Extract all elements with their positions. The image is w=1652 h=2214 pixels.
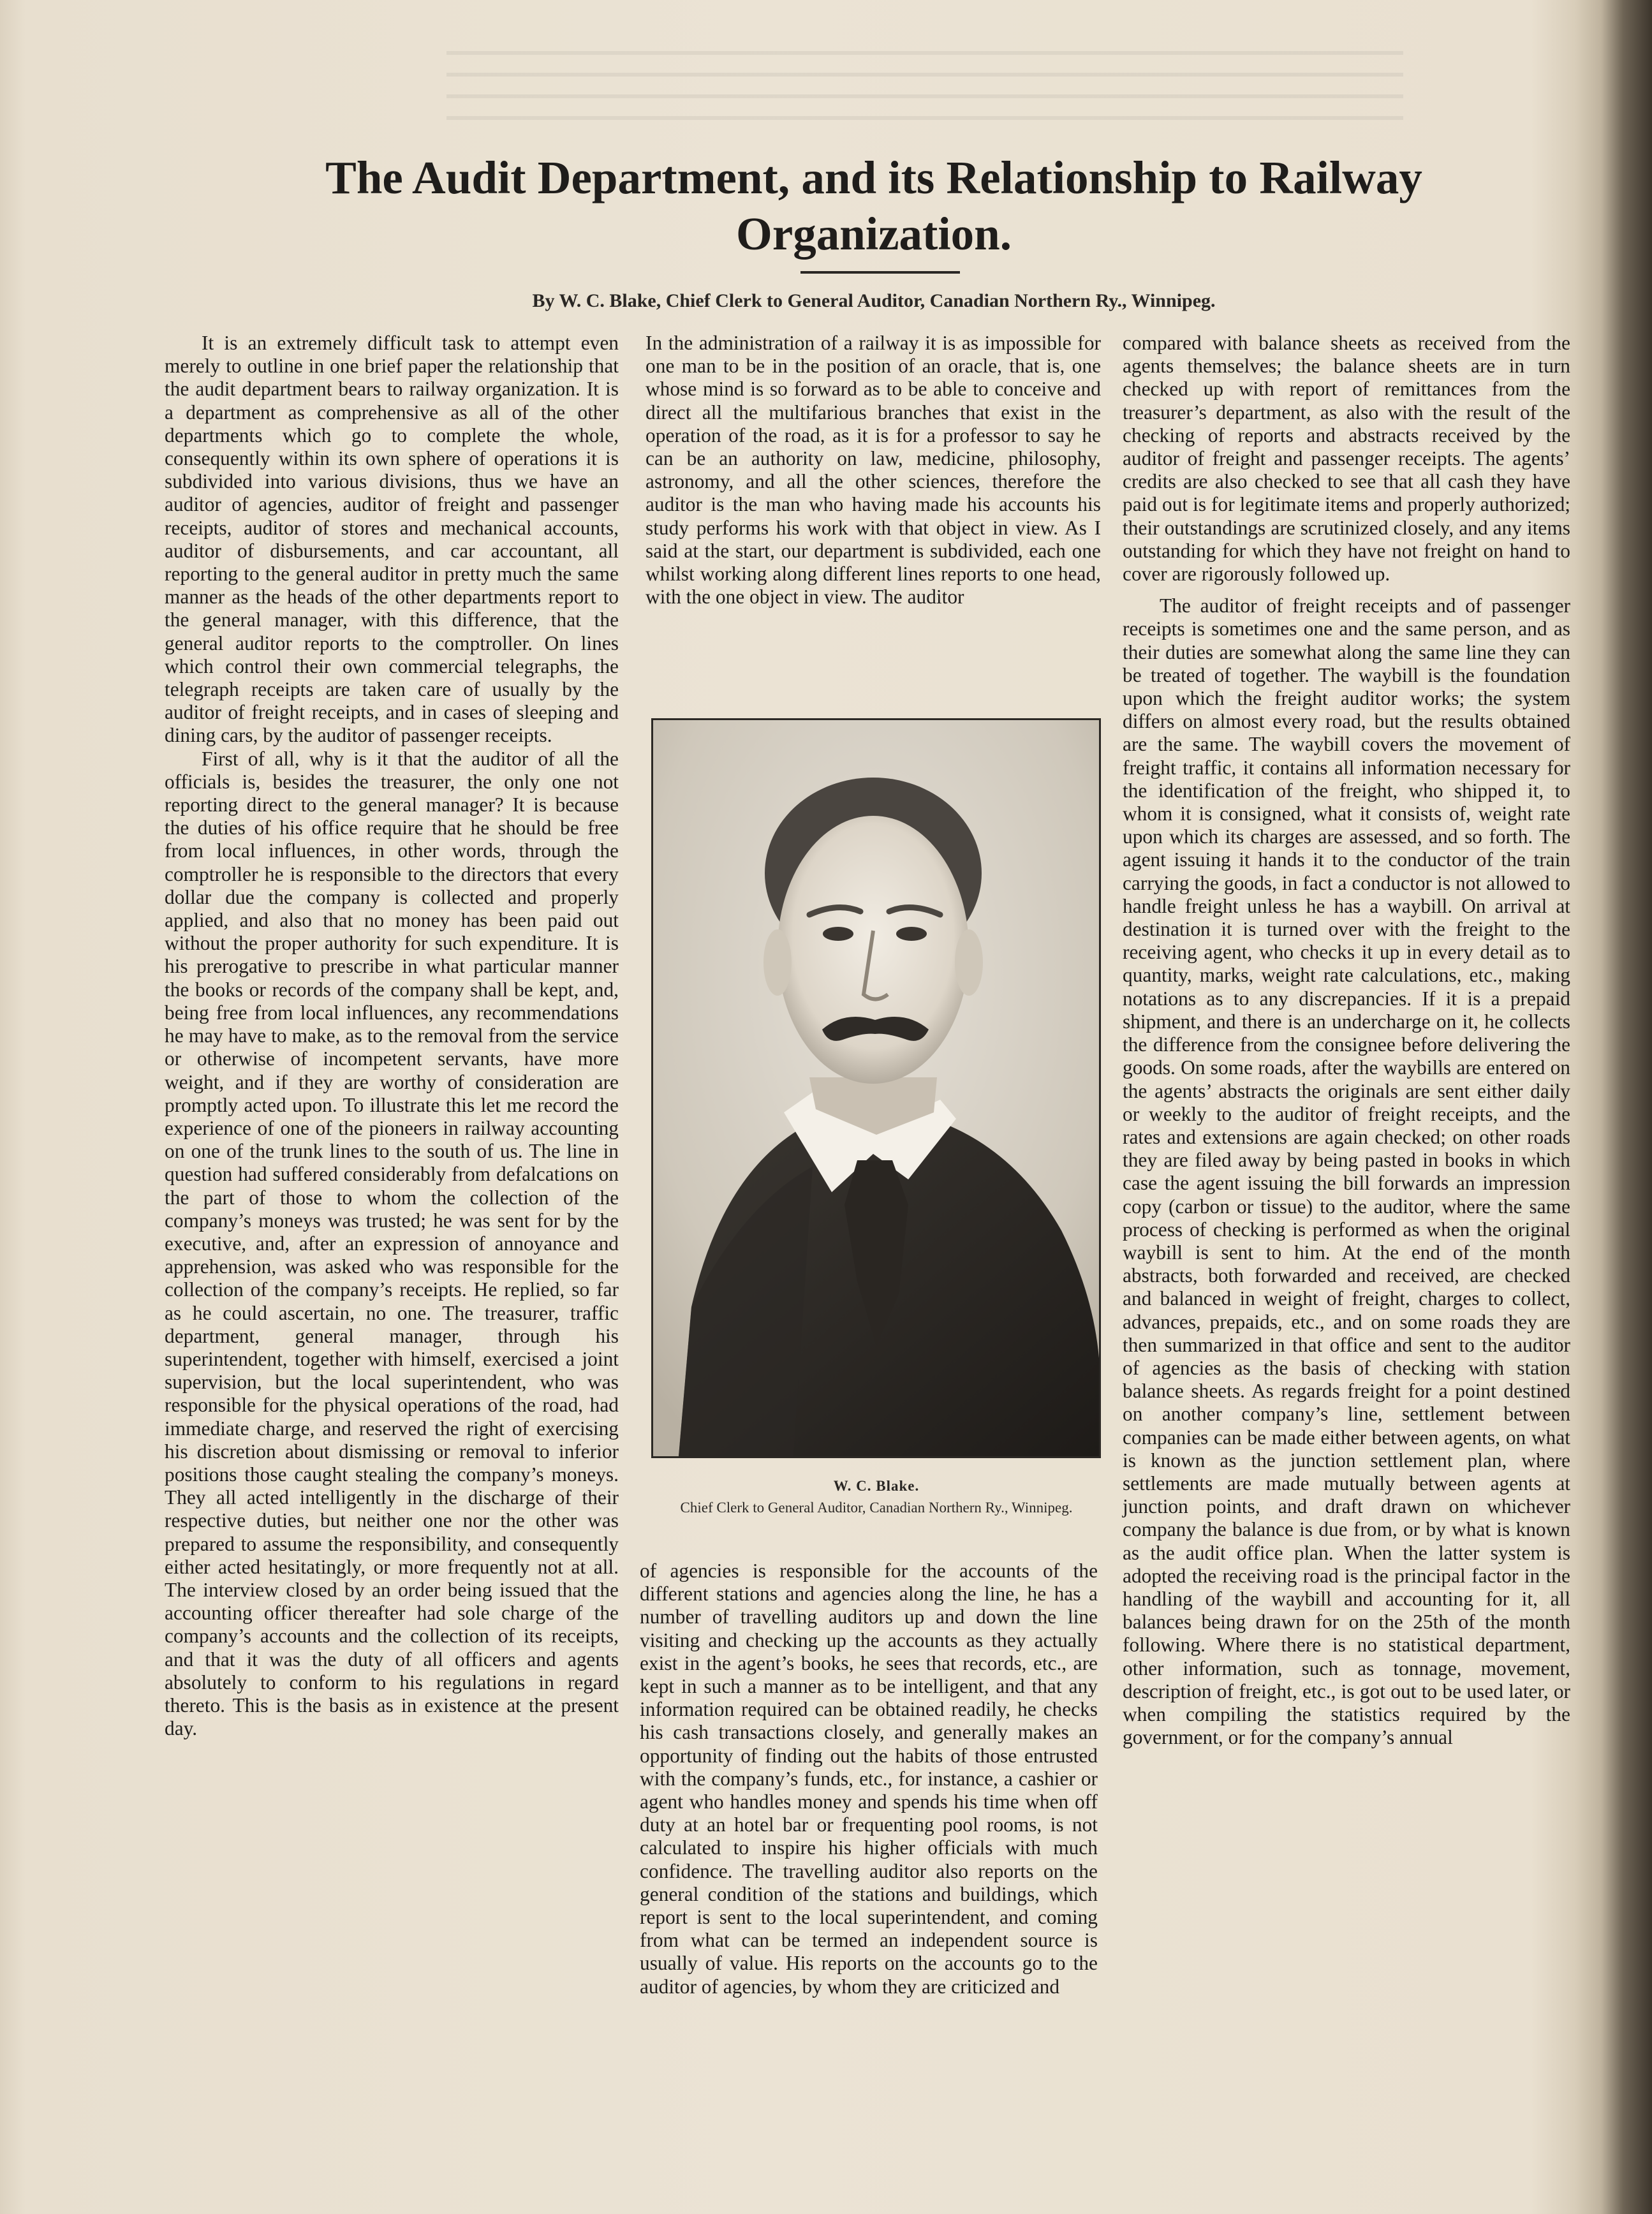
caption-name: W. C. Blake. [833, 1478, 920, 1494]
paragraph: First of all, why is it that the auditor of all the officials is, besides the treasurer, the only one not reporting direct to the general manager? It is because the duties of his office require that he should be free from local influences, in other words, through the comptroller he is responsible to the directors that every dollar due the company is collected and properly applied, and also that no money has been paid out without the proper authority for such expenditure. It is his prerogative to prescribe in what particular manner the books or records of the company shall be kept, and, being free from local influences, any recommendations he may have to make, as to the removal from the service or otherwise of incompetent servants, have more weight, and if they are worthy of consideration are promptly acted upon. To illustrate this let me record the experience of one of the pioneers in railway accounting on one of the trunk lines to the south of us. The line in question had suffered considerably from defalcations on the part of those to whom the collection of the company’s moneys was trusted; he was sent for by the executive, and, after an expression of annoyance and apprehension, was asked who was responsible for the collection of the company’s receipts. He replied, so far as he could ascertain, no one. The treasurer, traffic department, general manager, through his superintendent, together with himself, exercised a joint supervision, but the local superintendent, who was responsible for the physical operations of the road, had immediate charge, and reserved the right of exercising his discretion about dismissing or removal to inferior positions those caught stealing the company’s moneys. They all acted intelligently in the discharge of their respective duties, but neither one nor the other was prepared to assume the responsibility, and consequently either acted hesitatingly, or more frequently not at all. The interview closed by an order being issued that the accounting officer thereafter had sole charge of the company’s accounts and the collection of its receipts, and that it was the duty of all officers and agents absolutely to conform to his regulations in regard thereto. This is the basis as in existence at the present day. [165, 747, 619, 1740]
portrait-photo [651, 718, 1101, 1458]
article-title: The Audit Department, and its Relationship to Railway Organization. [325, 152, 1422, 260]
paragraph: The auditor of freight receipts and of passenger receipts is sometimes one and the same person, and as their duties are somewhat along the same line they can be treated of together. The waybill is the foundation upon which the freight auditor works; the system differs on almost every road, but the results obtained are the same. The waybill covers the movement of freight traffic, it contains all information necessary for the identification of the freight, who shipped it, to whom it is consigned, what it consists of, weight rate upon which its charges are assessed, and so forth. The agent issuing it hands it to the conductor of the train carrying the goods, in fact a conductor is not allowed to handle freight unless he has a waybill. On arrival at destination it is turned over with the freight to the receiving agent, who checks it up in every detail as to quantity, marks, weight rate calculations, etc., making notations as to any discrepancies. If it is a prepaid shipment, and there is an undercharge on it, he collects the difference from the consignee before delivering the goods. On some roads, after the waybills are entered on the agents’ abstracts the originals are sent either daily or weekly to the auditor of freight receipts, and the rates and extensions are again checked; on other roads they are filed away by being pasted in books in which case the agent issuing the bill forwards an impression copy (carbon or tissue) to the auditor, where the same process of checking is performed as when the original waybill is sent to him. At the end of the month abstracts, both forwarded and received, are checked and balanced in weight of freight, charges to collect, advances, prepaids, etc., and on some roads they are then summarized in that office and sent to the auditor of agencies as the basis of checking with station balance sheets. As regards freight for a point destined on another company’s line, settlement between companies can be made either between agents, on what is known as the junction settlement plan, where settlements are made mutually between agents at junction points, and draft drawn on whichever company the balance is due from, or by what is known as the audit office plan. When the latter system is adopted the receiving road is the principal factor in the handling of the waybill and accounting for it, all balances being drawn for on the 25th of the month following. Where there is no statistical department, other information, such as tonnage, movement, description of freight, etc., is got out to be used later, or when compiling the statistics required by the government, or for the company’s annual [1123, 594, 1570, 1749]
title-rule [800, 271, 960, 274]
column-2-top [645, 332, 1101, 609]
column-1 [165, 332, 619, 1740]
portrait-image [653, 720, 1099, 1456]
caption-title: Chief Clerk to General Auditor, Canadian Northern Ry., Winnipeg. [680, 1500, 1073, 1516]
photo-caption [637, 1477, 1116, 1517]
article-byline: By W. C. Blake, Chief Clerk to General Auditor, Canadian Northern Ry., Winnipeg. [532, 290, 1216, 311]
paragraph: In the administration of a railway it is as impossible for one man to be in the position of an oracle, that is, one whose mind is so forward as to be able to conceive and direct all the multifarious branches that exist in the operation of the road, as it is for a professor to say he can be an authority on law, medicine, philosophy, astronomy, and all the other sciences, therefore the auditor is the man who having made his accounts his study performs his work with that object in view. As I said at the start, our department is subdivided, each one whilst working along different lines reports to one head, with the one object in view. The auditor [645, 332, 1101, 609]
show-through-text [446, 51, 1403, 121]
paragraph: of agencies is responsible for the accounts of the different stations and agencies along the line, he has a number of travelling auditors up and down the line visiting and checking up the accounts as they actually exist in the agent’s books, he sees that records, etc., are kept in such a manner as to be intelligent, and that any information required can be obtained readily, he checks his cash transactions closely, and generally makes an opportunity of finding out the habits of those entrusted with the company’s funds, etc., for instance, a cashier or agent who handles money and spends his time when off duty at an hotel bar or frequenting pool rooms, is not calculated to inspire his higher officials with much confidence. The travelling auditor also reports on the general condition of the stations and buildings, which report is sent to the local superintendent, and coming from what can be termed an independent source is usually of value. His reports on the accounts go to the auditor of agencies, by whom they are criticized and [640, 1560, 1098, 1998]
column-2-bottom [640, 1560, 1098, 1998]
paragraph: compared with balance sheets as received from the agents themselves; the balance sheets are in turn checked up with report of remittances from the treasurer’s department, as also with the result of the checking of reports and abstracts received by the auditor of freight and passenger receipts. The agents’ credits are also checked to see that all cash they have paid out is for legitimate items and properly authorized; their outstandings are scrutinized closely, and any items outstanding for which they have not freight on hand to cover are rigorously followed up. [1123, 332, 1570, 586]
paragraph: It is an extremely difficult task to attempt even merely to outline in one brief paper the relationship that the audit department bears to railway organization. It is a department as comprehensive as all of the other departments which go to complete the whole, consequently within its own sphere of operations it is subdivided into various divisions, thus we have an auditor of agencies, auditor of freight and passenger receipts, auditor of stores and mechanical accounts, auditor of disbursements, and car accountant, all reporting to the general auditor in pretty much the same manner as the heads of the other departments report to the general manager, with this difference, that the general auditor reports to the comptroller. On lines which control their own commercial telegraphs, the telegraph receipts are taken care of usually by the auditor of freight receipts, and in cases of sleeping and dining cars, by the auditor of passenger receipts. [165, 332, 619, 747]
column-3 [1123, 332, 1570, 1749]
